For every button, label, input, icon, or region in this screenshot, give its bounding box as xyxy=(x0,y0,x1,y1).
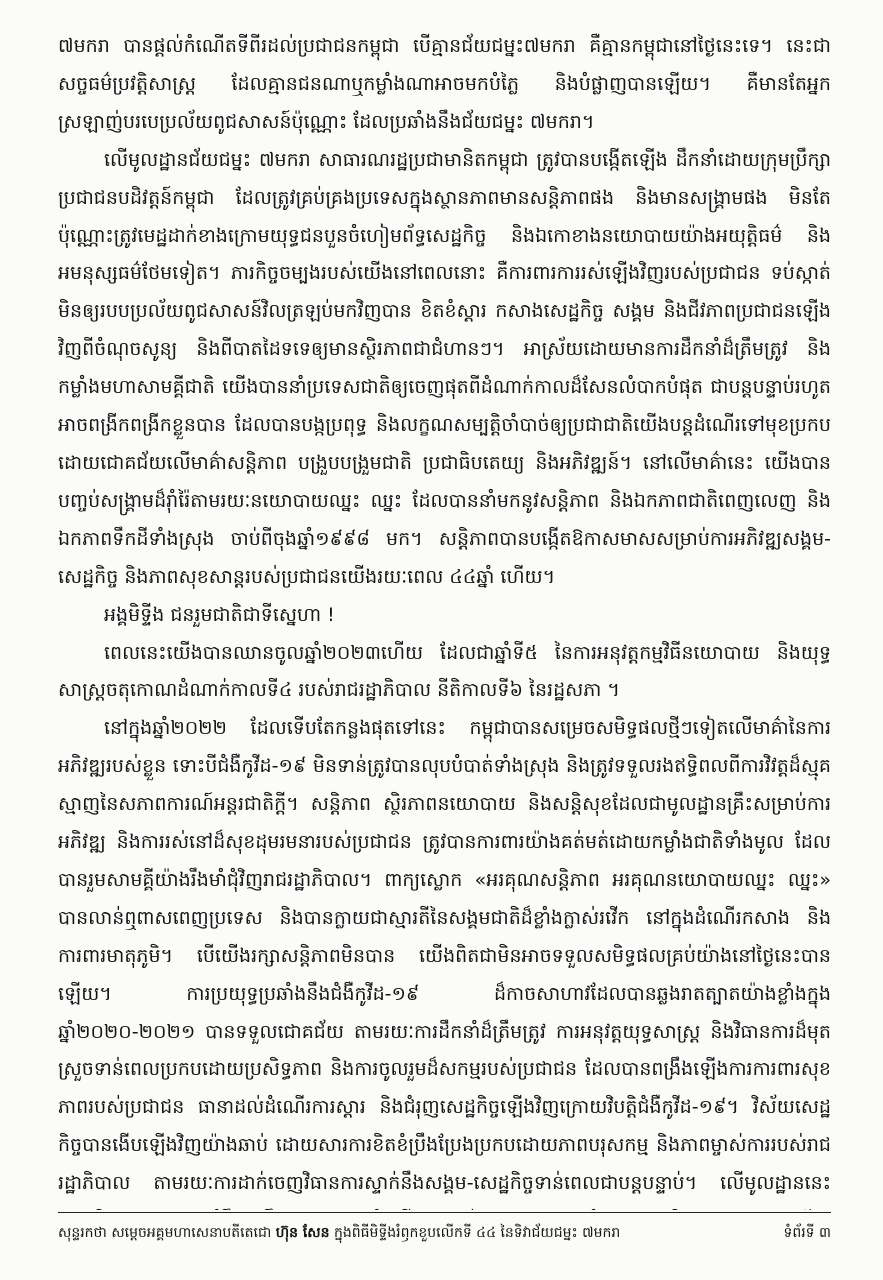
salutation: អង្គមិទ្ទីង ជនរួមជាតិជាទីស្នេហា ! xyxy=(104,603,335,626)
paragraph-2: លើមូលដ្ឋានជ័យជម្នះ ៧មករា សាធារណរដ្ឋប្រជាមានិតកម្ពុជា ត្រូវបានបង្កើតឡើង ដឹកនាំដោយក្រុមប្រឹក្សាប្រជាជនបដិវត្តន៍កម្ពុជា ដែលត្រូវគ្រប់គ្រងប្រទេសក្នុងស្ថានភាពមានសន្តិភាពផង និងមានសង្គ្រាមផង មិនតែប៉ុណ្ណោះត្រូវមេដ្ឋដាក់ខាងក្រោមយុទ្ធជនបួនចំហៀមព័ទ្ធសេដ្ឋកិច្ច និងឯកោខាងនយោបាយយ៉ាងអយុត្តិធម៌ និងអមនុស្សធម៌ថែមទៀត។ ភារកិច្ចចម្បងរបស់យើងនៅពេលនោះ គឺការពារការរស់ឡើងវិញរបស់ប្រជាជន ទប់ស្កាត់មិនឲ្យរបបប្រល័យពូជសាសន៍វិលត្រឡប់មកវិញបាន ខិតខំស្តារ កសាងសេដ្ឋកិច្ច សង្គម និងជីវភាពប្រជាជនឡើងវិញពីចំណុចសូន្យ និងពីបាតដៃទទេឲ្យមានស្ថិរភាពជាជំហានៗ។ អាស្រ័យដោយមានការដឹកនាំដ៏ត្រឹមត្រូវ និងកម្លាំងមហាសាមគ្គីជាតិ យើងបាននាំប្រទេសជាតិឲ្យចេញផុតពីដំណាក់កាលដ៏សែនលំបាកបំផុត ជាបន្តបន្ទាប់រហូតអាចពង្រីកពង្រីកខ្លួនបាន ដែលបានបង្កប្រពុទ្ធ និងលក្ខណសម្បត្តិចាំបាច់ឲ្យប្រជាជាតិយើងបន្តដំណើរទៅមុខប្រកបដោយជោគជ័យលើមាគ៌ាសន្តិភាព បង្រួបបង្រួមជាតិ ប្រជាធិបតេយ្យ និងអភិវឌ្ឍន៍។ នៅលើមាគ៌ានេះ យើងបានបញ្ចប់សង្គ្រាមដ៏រ៉ាំរ៉ៃតាមរយៈនយោបាយឈ្នះ ឈ្នះ ដែលបាននាំមកនូវសន្តិភាព និងឯកភាពជាតិពេញលេញ និងឯកភាពទឹកដីទាំងស្រុង ចាប់ពីចុងឆ្នាំ១៩៩៨ មក។ សន្តិភាពបានបង្កើតឱកាសមាសសម្រាប់ការអភិវឌ្ឍសង្គម-សេដ្ឋកិច្ច និងភាពសុខសាន្តរបស់ប្រជាជនយើងរយៈពេល ៤៤ឆ្នាំ ហើយ។ xyxy=(58,148,831,588)
footer-speaker-name: ហ៊ុន សែន xyxy=(275,1225,330,1241)
footer-divider xyxy=(58,1212,831,1213)
paragraph-1: ៧មករា បានផ្តល់កំណើតទីពីរដល់ប្រជាជនកម្ពុជា បើគ្មានជ័យជម្នះ៧មករា គឺគ្មានកម្ពុជានៅថ្ងៃនេះទេ។ នេះជាសច្ចធម៌ប្រវត្តិសាស្ត្រ ដែលគ្មានជនណាឬកម្លាំងណាអាចមកបំភ្លៃ និងបំផ្លាញបានឡើយ។ គឺមានតែអ្នកស្រឡាញ់បរបេប្រល័យពូជសាសន៍ប៉ុណ្ណោះ ដែលប្រឆាំងនឹងជ័យជម្នះ ៧មករា។ xyxy=(58,35,831,133)
page-number: ទំព័រទី ៣ xyxy=(783,1225,831,1241)
page-footer xyxy=(58,1222,831,1244)
footer-caption-prefix: សុន្ទរកថា សម្តេចអគ្គមហាសេនាបតីតេជោ xyxy=(58,1225,272,1241)
document-body xyxy=(58,28,831,1210)
footer-caption xyxy=(58,1222,620,1244)
footer-caption-suffix: ក្នុងពិធីមិទ្ទីងរំឭកខួបលើកទី ៤៤ នៃទិវាជ័យជម្នះ ៧មករា xyxy=(333,1225,621,1241)
paragraph-3: ពេលនេះយើងបានឈានចូលឆ្នាំ២០២៣ហើយ ដែលជាឆ្នាំទី៥ នៃការអនុវត្តកម្មវិធីនយោបាយ និងយុទ្ធសាស្ត្រចតុកោណដំណាក់កាលទី៤ របស់រាជរដ្ឋាភិបាល នីតិកាលទី៦ នៃរដ្ឋសភា ។ xyxy=(58,641,831,702)
paragraph-4: នៅក្នុងឆ្នាំ២០២២ ដែលទើបតែកន្លងផុតទៅនេះ កម្ពុជាបានសម្រេចសមិទ្ធផលថ្មីៗទៀតលើមាគ៌ានៃការអភិវឌ្ឍរបស់ខ្លួន ទោះបីជំងឺកូវីដ-១៩ មិនទាន់ត្រូវបានលុបបំបាត់ទាំងស្រុង និងត្រូវទទួលរងឥទ្ធិពលពីការវិវត្តដ៏ស្មុគស្មាញនៃសភាពការណ៍អន្តរជាតិក្តី។ សន្តិភាព ស្ថិរភាពនយោបាយ និងសន្តិសុខដែលជាមូលដ្ឋានគ្រឹះសម្រាប់ការអភិវឌ្ឍ និងការរស់នៅដ៏សុខដុមរមនារបស់ប្រជាជន ត្រូវបានការពារយ៉ាងគត់មត់ដោយកម្លាំងជាតិទាំងមូល ដែលបានរួមសាមគ្គីយ៉ាងរឹងមាំជុំវិញរាជរដ្ឋាភិបាល។ ពាក្យស្លោក «អរគុណសន្តិភាព អរគុណនយោបាយឈ្នះ ឈ្នះ» បានលាន់ឮពាសពេញប្រទេស និងបានក្លាយជាស្មារតីនៃសង្គមជាតិដ៏ខ្លាំងក្លាស់រវើក នៅក្នុងដំណើរកសាង និងការពារមាតុភូមិ។ បើយើងរក្សាសន្តិភាពមិនបាន យើងពិតជាមិនអាចទទួលសមិទ្ធផលគ្រប់យ៉ាងនៅថ្ងៃនេះបានឡើយ។ ការប្រយុទ្ធប្រឆាំងនឹងជំងឺកូវីដ-១៩ ដ៏កាចសាហាវដែលបានឆ្លងរាតត្បាតយ៉ាងខ្លាំងក្នុងឆ្នាំ២០២០-២០២១ បានទទួលជោគជ័យ តាមរយៈការដឹកនាំដ៏ត្រឹមត្រូវ ការអនុវត្តយុទ្ធសាស្ត្រ និងវិធានការដ៏មុតស្រួចទាន់ពេលប្រកបដោយប្រសិទ្ធភាព និងការចូលរួមដ៏សកម្មរបស់ប្រជាជន ដែលបានពង្រឹងឡើងការការពារសុខភាពរបស់ប្រជាជន ធានាដល់ដំណើរការស្តារ និងជំរុញសេដ្ឋកិច្ចឡើងវិញក្រោយវិបត្តិជំងឺកូវីដ-១៩។ វិស័យសេដ្ឋកិច្ចបានងើបឡើងវិញយ៉ាងឆាប់ ដោយសារការខិតខំប្រឹងប្រែងប្រកបដោយភាពបរុសកម្ម និងភាពម្ចាស់ការរបស់រាជរដ្ឋាភិបាល តាមរយៈការដាក់ចេញវិធានការស្ទាក់នឹងសង្គម-សេដ្ឋកិច្ចទាន់ពេលជាបន្តបន្ទាប់។ លើមូលដ្ឋាននេះ xyxy=(58,717,831,1195)
